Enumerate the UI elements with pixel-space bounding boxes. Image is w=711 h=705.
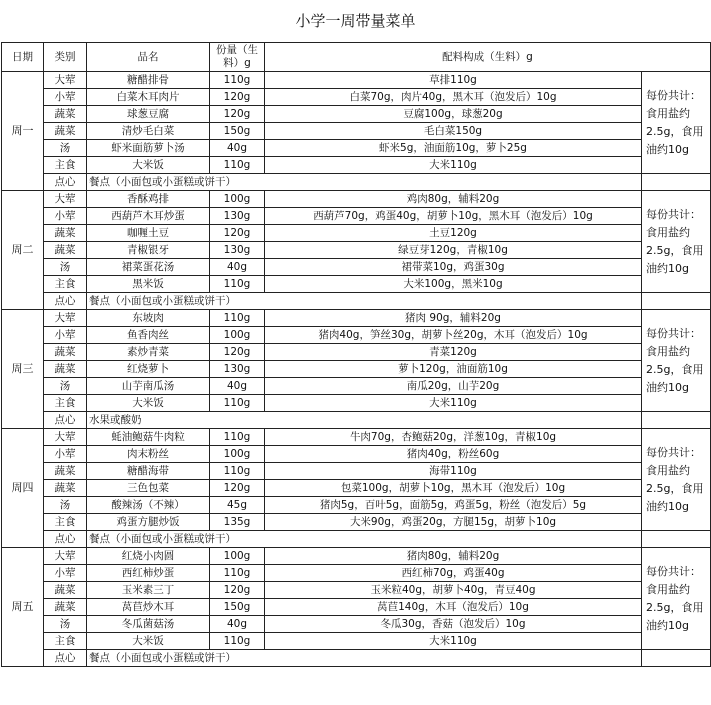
ingredients-cell: 鸡肉80g，辅料20g <box>265 191 642 208</box>
table-row <box>2 565 711 582</box>
table-row <box>2 548 711 565</box>
category-cell: 汤 <box>44 140 87 157</box>
table-row <box>2 140 711 157</box>
category-cell: 小荤 <box>44 208 87 225</box>
portion-cell: 40g <box>210 140 265 157</box>
table-row <box>2 480 711 497</box>
dish-cell: 大米饭 <box>87 157 210 174</box>
snack-row <box>2 412 711 429</box>
portion-cell: 110g <box>210 72 265 89</box>
dish-cell: 鸡蛋方腿炒饭 <box>87 514 210 531</box>
dish-cell: 鱼香肉丝 <box>87 327 210 344</box>
table-row <box>2 616 711 633</box>
table-row <box>2 106 711 123</box>
dish-cell: 玉米素三丁 <box>87 582 210 599</box>
portion-cell: 110g <box>210 565 265 582</box>
category-cell: 汤 <box>44 259 87 276</box>
table-row <box>2 599 711 616</box>
ingredients-cell: 猪肉80g，辅料20g <box>265 548 642 565</box>
ingredients-cell: 冬瓜30g，香菇（泡发后）10g <box>265 616 642 633</box>
snack-row <box>2 650 711 667</box>
category-cell: 小荤 <box>44 89 87 106</box>
portion-cell: 100g <box>210 191 265 208</box>
menu-table <box>1 42 711 667</box>
dish-cell: 红烧萝卜 <box>87 361 210 378</box>
table-row <box>2 395 711 412</box>
dish-cell: 冬瓜菌菇汤 <box>87 616 210 633</box>
dish-cell: 咖喱土豆 <box>87 225 210 242</box>
portion-cell: 40g <box>210 259 265 276</box>
category-cell: 主食 <box>44 276 87 293</box>
header-portion: 份量（生料）g <box>210 43 265 72</box>
category-cell: 蔬菜 <box>44 480 87 497</box>
category-cell: 蔬菜 <box>44 106 87 123</box>
ingredients-cell: 猪肉40g，笋丝30g，胡萝卜丝20g，木耳（泡发后）10g <box>265 327 642 344</box>
category-cell: 蔬菜 <box>44 225 87 242</box>
portion-cell: 120g <box>210 582 265 599</box>
dish-cell: 莴苣炒木耳 <box>87 599 210 616</box>
dish-cell: 香酥鸡排 <box>87 191 210 208</box>
dish-cell: 西葫芦木耳炒蛋 <box>87 208 210 225</box>
portion-cell: 130g <box>210 242 265 259</box>
snack-row <box>2 531 711 548</box>
snack-text-cell: 水果或酸奶 <box>87 412 642 429</box>
category-cell: 汤 <box>44 378 87 395</box>
category-cell: 汤 <box>44 497 87 514</box>
table-row <box>2 89 711 106</box>
header-date: 日期 <box>2 43 44 72</box>
portion-cell: 120g <box>210 106 265 123</box>
dish-cell: 虾米面筋萝卜汤 <box>87 140 210 157</box>
category-cell: 小荤 <box>44 565 87 582</box>
ingredients-cell: 绿豆芽120g，青椒10g <box>265 242 642 259</box>
category-cell: 大荤 <box>44 548 87 565</box>
table-row <box>2 208 711 225</box>
snack-category-cell: 点心 <box>44 174 87 191</box>
ingredients-cell: 土豆120g <box>265 225 642 242</box>
ingredients-cell: 白菜70g，肉片40g，黑木耳（泡发后）10g <box>265 89 642 106</box>
category-cell: 蔬菜 <box>44 582 87 599</box>
category-cell: 主食 <box>44 395 87 412</box>
category-cell: 汤 <box>44 616 87 633</box>
ingredients-cell: 青菜120g <box>265 344 642 361</box>
portion-cell: 100g <box>210 548 265 565</box>
ingredients-cell: 大米110g <box>265 395 642 412</box>
ingredients-cell: 西红柿70g，鸡蛋40g <box>265 565 642 582</box>
dish-cell: 大米饭 <box>87 633 210 650</box>
header-row <box>2 43 711 72</box>
ingredients-cell: 萝卜120g，油面筋10g <box>265 361 642 378</box>
ingredients-cell: 莴苣140g，木耳（泡发后）10g <box>265 599 642 616</box>
table-row <box>2 361 711 378</box>
table-row <box>2 582 711 599</box>
ingredients-cell: 西葫芦70g，鸡蛋40g，胡萝卜10g，黑木耳（泡发后）10g <box>265 208 642 225</box>
table-row <box>2 633 711 650</box>
category-cell: 蔬菜 <box>44 242 87 259</box>
snack-empty-cell <box>642 174 711 191</box>
table-row <box>2 259 711 276</box>
table-row <box>2 72 711 89</box>
ingredients-cell: 豆腐100g，球葱20g <box>265 106 642 123</box>
table-row <box>2 310 711 327</box>
portion-cell: 40g <box>210 616 265 633</box>
table-row <box>2 327 711 344</box>
snack-empty-cell <box>642 531 711 548</box>
category-cell: 小荤 <box>44 446 87 463</box>
dish-cell: 裙菜蛋花汤 <box>87 259 210 276</box>
ingredients-cell: 猪肉 90g，辅料20g <box>265 310 642 327</box>
ingredients-cell: 玉米粒40g，胡萝卜40g，青豆40g <box>265 582 642 599</box>
ingredients-cell: 南瓜20g，山芋20g <box>265 378 642 395</box>
dish-cell: 蚝油鲍菇牛肉粒 <box>87 429 210 446</box>
snack-row <box>2 293 711 310</box>
dish-cell: 黑米饭 <box>87 276 210 293</box>
ingredients-cell: 猪肉5g，百叶5g，面筋5g，鸡蛋5g，粉丝（泡发后）5g <box>265 497 642 514</box>
portion-cell: 110g <box>210 310 265 327</box>
table-row <box>2 378 711 395</box>
table-row <box>2 157 711 174</box>
ingredients-cell: 海带110g <box>265 463 642 480</box>
snack-category-cell: 点心 <box>44 293 87 310</box>
nutrition-note: 每份共计：食用盐约2.5g，食用油约10g <box>642 310 711 412</box>
portion-cell: 110g <box>210 395 265 412</box>
category-cell: 蔬菜 <box>44 344 87 361</box>
ingredients-cell: 草排110g <box>265 72 642 89</box>
table-row <box>2 344 711 361</box>
portion-cell: 150g <box>210 599 265 616</box>
table-row <box>2 123 711 140</box>
portion-cell: 110g <box>210 157 265 174</box>
dish-cell: 山芋南瓜汤 <box>87 378 210 395</box>
day-cell: 周五 <box>2 548 44 667</box>
category-cell: 主食 <box>44 514 87 531</box>
nutrition-note: 每份共计：食用盐约2.5g，食用油约10g <box>642 429 711 531</box>
table-row <box>2 463 711 480</box>
dish-cell: 糖醋海带 <box>87 463 210 480</box>
snack-category-cell: 点心 <box>44 412 87 429</box>
portion-cell: 135g <box>210 514 265 531</box>
ingredients-cell: 大米110g <box>265 633 642 650</box>
portion-cell: 110g <box>210 463 265 480</box>
category-cell: 大荤 <box>44 310 87 327</box>
snack-text-cell: 餐点（小面包或小蛋糕或饼干） <box>87 650 642 667</box>
dish-cell: 红烧小肉圆 <box>87 548 210 565</box>
portion-cell: 130g <box>210 361 265 378</box>
ingredients-cell: 牛肉70g，杏鲍菇20g，洋葱10g，青椒10g <box>265 429 642 446</box>
day-cell: 周三 <box>2 310 44 429</box>
nutrition-note: 每份共计：食用盐约2.5g，食用油约10g <box>642 548 711 650</box>
day-cell: 周二 <box>2 191 44 310</box>
table-row <box>2 242 711 259</box>
dish-cell: 西红柿炒蛋 <box>87 565 210 582</box>
snack-empty-cell <box>642 650 711 667</box>
category-cell: 大荤 <box>44 191 87 208</box>
table-row <box>2 276 711 293</box>
dish-cell: 素炒青菜 <box>87 344 210 361</box>
snack-category-cell: 点心 <box>44 531 87 548</box>
category-cell: 蔬菜 <box>44 123 87 140</box>
category-cell: 蔬菜 <box>44 599 87 616</box>
table-row <box>2 429 711 446</box>
nutrition-note: 每份共计：食用盐约2.5g，食用油约10g <box>642 72 711 174</box>
dish-cell: 青椒银牙 <box>87 242 210 259</box>
category-cell: 小荤 <box>44 327 87 344</box>
dish-cell: 肉末粉丝 <box>87 446 210 463</box>
category-cell: 蔬菜 <box>44 361 87 378</box>
header-ingredients: 配料构成（生料）g <box>265 43 711 72</box>
portion-cell: 45g <box>210 497 265 514</box>
ingredients-cell: 大米90g，鸡蛋20g，方腿15g，胡萝卜10g <box>265 514 642 531</box>
portion-cell: 110g <box>210 633 265 650</box>
category-cell: 蔬菜 <box>44 463 87 480</box>
dish-cell: 酸辣汤（不辣） <box>87 497 210 514</box>
portion-cell: 110g <box>210 276 265 293</box>
ingredients-cell: 虾米5g，油面筋10g，萝卜25g <box>265 140 642 157</box>
portion-cell: 120g <box>210 89 265 106</box>
ingredients-cell: 大米100g，黑米10g <box>265 276 642 293</box>
header-dish: 品名 <box>87 43 210 72</box>
ingredients-cell: 裙带菜10g，鸡蛋30g <box>265 259 642 276</box>
snack-text-cell: 餐点（小面包或小蛋糕或饼干） <box>87 174 642 191</box>
dish-cell: 球葱豆腐 <box>87 106 210 123</box>
day-cell: 周四 <box>2 429 44 548</box>
day-cell: 周一 <box>2 72 44 191</box>
ingredients-cell: 猪肉40g，粉丝60g <box>265 446 642 463</box>
dish-cell: 东坡肉 <box>87 310 210 327</box>
portion-cell: 120g <box>210 480 265 497</box>
page-title: 小学一周带量菜单 <box>295 12 416 30</box>
ingredients-cell: 毛白菜150g <box>265 123 642 140</box>
portion-cell: 130g <box>210 208 265 225</box>
nutrition-note: 每份共计：食用盐约2.5g，食用油约10g <box>642 191 711 293</box>
table-row <box>2 191 711 208</box>
portion-cell: 120g <box>210 344 265 361</box>
dish-cell: 白菜木耳肉片 <box>87 89 210 106</box>
snack-empty-cell <box>642 412 711 429</box>
snack-row <box>2 174 711 191</box>
table-row <box>2 446 711 463</box>
portion-cell: 120g <box>210 225 265 242</box>
table-row <box>2 497 711 514</box>
portion-cell: 100g <box>210 446 265 463</box>
portion-cell: 110g <box>210 429 265 446</box>
snack-empty-cell <box>642 293 711 310</box>
category-cell: 主食 <box>44 157 87 174</box>
dish-cell: 大米饭 <box>87 395 210 412</box>
ingredients-cell: 大米110g <box>265 157 642 174</box>
header-category: 类别 <box>44 43 87 72</box>
category-cell: 大荤 <box>44 429 87 446</box>
ingredients-cell: 包菜100g，胡萝卜10g，黑木耳（泡发后）10g <box>265 480 642 497</box>
category-cell: 主食 <box>44 633 87 650</box>
snack-text-cell: 餐点（小面包或小蛋糕或饼干） <box>87 531 642 548</box>
dish-cell: 三色包菜 <box>87 480 210 497</box>
category-cell: 大荤 <box>44 72 87 89</box>
table-row <box>2 225 711 242</box>
snack-category-cell: 点心 <box>44 650 87 667</box>
portion-cell: 150g <box>210 123 265 140</box>
table-row <box>2 514 711 531</box>
snack-text-cell: 餐点（小面包或小蛋糕或饼干） <box>87 293 642 310</box>
dish-cell: 糖醋排骨 <box>87 72 210 89</box>
portion-cell: 40g <box>210 378 265 395</box>
dish-cell: 清炒毛白菜 <box>87 123 210 140</box>
portion-cell: 100g <box>210 327 265 344</box>
